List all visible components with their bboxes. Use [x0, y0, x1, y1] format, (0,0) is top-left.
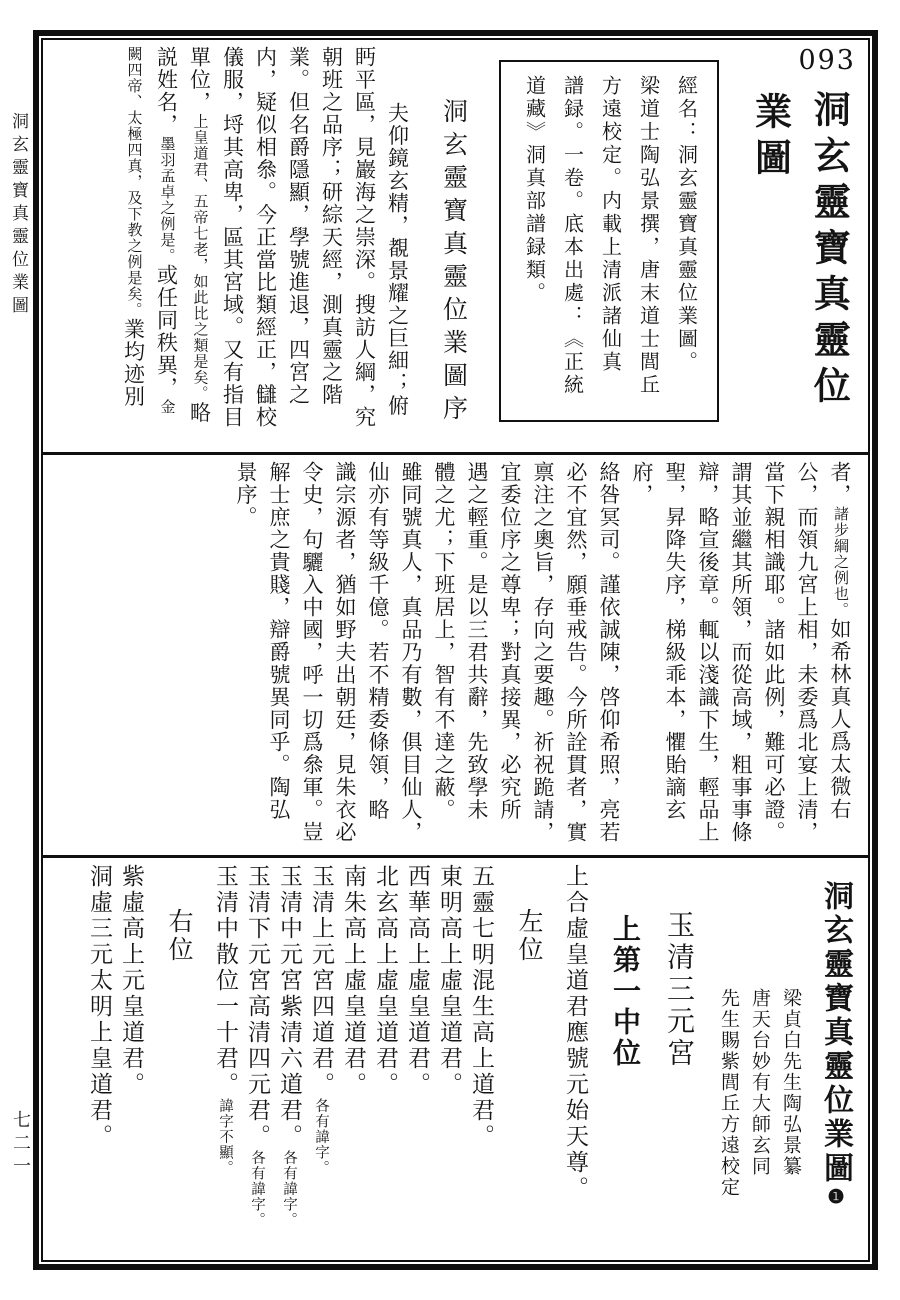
preface-line	[724, 461, 757, 849]
text-segment: 仙亦有等級千億。若不精委條領，略	[366, 461, 390, 821]
inline-annotation: 金	[158, 399, 175, 415]
text-segment: 略	[187, 401, 212, 424]
deity-entry	[83, 864, 115, 1254]
preface-line	[347, 46, 380, 446]
inline-annotation: 諱字不顯。	[217, 1098, 233, 1176]
main-title	[814, 864, 856, 1254]
inline-annotation: 闕四帝、太極四真，及下教之例是矣。	[125, 46, 142, 318]
text-segment: 儀服，埒其高卑，區其宮域。又有指目	[220, 46, 245, 429]
text-segment: 夫仰鏡玄精，覩景耀之巨細；俯	[385, 102, 410, 417]
preface-line	[592, 461, 625, 849]
text-segment: 公，而領九宮上相，未委爲北宴上清，	[795, 461, 819, 844]
inline-annotation: 墨羽孟卓之例是。	[158, 136, 175, 264]
deity-entry	[305, 864, 337, 1254]
band-bottom	[43, 858, 868, 1260]
text-segment: 絡咎冥司。謹依誠陳，啓仰希照，亮若	[597, 461, 621, 844]
preface-line	[427, 461, 460, 849]
deity-entry	[369, 864, 401, 1254]
text-segment: 業。但名爵隱顯，學號進退，四宮之	[286, 46, 311, 406]
text-segment: 體之尤；下班居上，智有不達之蔽。	[432, 461, 456, 821]
inline-annotation: 各有諱字。	[281, 1150, 297, 1228]
preface-line	[757, 461, 790, 849]
preface-line	[526, 461, 559, 849]
text-segment: 西華高上虛皇道君。	[405, 864, 430, 1098]
band-top	[43, 40, 868, 452]
deity-entry-center	[559, 864, 591, 1254]
text-segment: 雖同號真人，真品乃有數，俱目仙人，	[399, 461, 423, 844]
left-position-heading: 左位	[515, 908, 542, 964]
credit-line: 梁貞白先生陶弘景纂	[780, 988, 801, 1177]
margin-title: 洞玄靈寶真靈位業圖	[9, 112, 28, 319]
catalog-number: 093	[798, 45, 856, 76]
preface-line	[262, 461, 295, 849]
text-segment: 聖，昇降失序，梯級乖本，懼貽謫玄府，	[630, 461, 687, 821]
text-segment: 玉清中散位一十君。	[213, 864, 238, 1098]
abstract-line: 方遠校定。内載上清派諸仙真	[598, 75, 621, 374]
preface-line	[823, 461, 856, 849]
text-segment: 必不宜然，願垂戒告。今所詮貫者，實	[564, 461, 588, 844]
preface-line	[394, 461, 427, 849]
text-segment: 謂其並繼其所領，而從高域，粗事事條	[729, 461, 753, 844]
main-title-text: 洞玄靈寶真靈位業圖	[819, 880, 852, 1186]
book-title-part-1: 洞玄靈寶真靈位	[807, 90, 849, 412]
text-segment: 宜委位序之尊卑；對真接異，必究所	[498, 461, 522, 821]
position-heading: 上第一中位	[609, 914, 640, 1069]
page-frame-inner	[41, 38, 870, 1262]
text-segment: 者，	[828, 461, 852, 506]
preface-line	[149, 46, 182, 446]
text-segment: 紫虛高上元皇道君。	[119, 864, 144, 1098]
palace-heading: 玉清三元宮	[663, 910, 694, 1070]
inline-annotation: 上皇道君、五帝七老，如此比之類是矣。	[191, 113, 208, 402]
book-title-column-2: 業圖	[748, 92, 790, 184]
preface-line	[790, 461, 823, 849]
preface-title: 洞玄靈寶真靈位業圖序	[439, 98, 467, 428]
text-segment: 東明高上虛皇道君。	[437, 864, 462, 1098]
inline-annotation: 諸步綱之例也。	[832, 506, 848, 618]
deity-entry	[273, 864, 305, 1254]
page-frame	[33, 30, 878, 1270]
abstract-line: 經名：洞玄靈寶真靈位業圖。	[674, 75, 697, 374]
preface-line	[295, 461, 328, 849]
abstract-line: 梁道士陶弘景撰，唐末道士閭丘	[636, 75, 659, 397]
deity-entry	[209, 864, 241, 1254]
page-number: 七二一	[11, 1110, 31, 1179]
text-segment: 業均迹別	[121, 318, 146, 408]
text-segment: 禀注之奧旨，存向之要趣。祈祝跪請，	[531, 461, 555, 844]
text-segment: 説姓名，	[154, 46, 179, 136]
text-segment: 遇之輕重。是以三君共辭，先致學未	[465, 461, 489, 821]
preface-line	[281, 46, 314, 446]
text-segment: 玉清中元宮紫清六道君。	[277, 864, 302, 1150]
text-segment: 解士庶之貴賤，辯爵號異同乎。陶弘	[267, 461, 291, 821]
text-segment: 北玄高上虛皇道君。	[373, 864, 398, 1098]
text-segment: 南朱高上虛皇道君。	[341, 864, 366, 1098]
inline-annotation: 各有諱字。	[313, 1098, 329, 1176]
band-middle	[43, 455, 868, 855]
preface-line	[328, 461, 361, 849]
deity-entry	[115, 864, 147, 1254]
text-segment: 玉清下元宮高清四元君。	[245, 864, 270, 1150]
credit-line: 先生賜紫閭丘方遠校定	[718, 988, 739, 1198]
text-segment: 或任同秩異，	[154, 264, 179, 399]
deity-entry	[337, 864, 369, 1254]
preface-line	[182, 46, 215, 446]
preface-line	[215, 46, 248, 446]
text-segment: 識宗源者，猶如野夫出朝廷，見朱衣必	[333, 461, 357, 844]
deity-entry	[241, 864, 273, 1254]
preface-line	[691, 461, 724, 849]
text-segment: 玉清上元宮四道君。	[309, 864, 334, 1098]
text-segment: 内，疑似相叅。今正當比類經正，讎校	[253, 46, 278, 429]
deity-entry	[465, 864, 497, 1254]
credit-line: 唐天台妙有大師玄同	[749, 988, 770, 1177]
deity-entry	[401, 864, 433, 1254]
abstract-box	[499, 60, 719, 422]
right-position-heading: 右位	[165, 908, 192, 964]
text-segment: 辯，略宣後章。輒以淺識下生，輕品上	[696, 461, 720, 844]
abstract-line: 道藏》洞真部譜録類。	[522, 75, 545, 305]
preface-line	[361, 461, 394, 849]
text-segment: 五靈七明混生高上道君。	[469, 864, 494, 1150]
preface-line	[460, 461, 493, 849]
text-segment: 如希林真人爲太微右	[828, 618, 852, 821]
text-segment: 令史，句驪入中國，呼一切爲叅軍。豈	[300, 461, 324, 844]
text-segment: 上合虛皇道君應號元始天尊。	[563, 864, 588, 1202]
book-title-column-1	[798, 46, 856, 446]
preface-line	[314, 46, 347, 446]
inline-annotation: 各有諱字。	[249, 1150, 265, 1228]
text-segment: 當下親相識耶。諸如此例，難可必證。	[762, 461, 786, 844]
preface-line	[559, 461, 592, 849]
preface-line	[116, 46, 149, 446]
text-segment: 景序。	[234, 461, 258, 529]
footnote-marker-icon: ❶	[825, 1186, 846, 1208]
preface-line	[380, 46, 413, 446]
text-segment: 洞虛三元太明上皇道君。	[87, 864, 112, 1150]
preface-line	[248, 46, 281, 446]
preface-line	[229, 461, 262, 849]
preface-line	[625, 461, 691, 849]
preface-line	[493, 461, 526, 849]
text-segment: 朝班之品序；研綜天經，測真靈之階	[319, 46, 344, 406]
text-segment: 眄平區，見巖海之崇深。搜訪人綱，究	[352, 46, 377, 429]
deity-entry	[433, 864, 465, 1254]
abstract-line: 譜録。一卷。底本出處：《正統	[560, 75, 583, 397]
text-segment: 單位，	[187, 46, 212, 114]
